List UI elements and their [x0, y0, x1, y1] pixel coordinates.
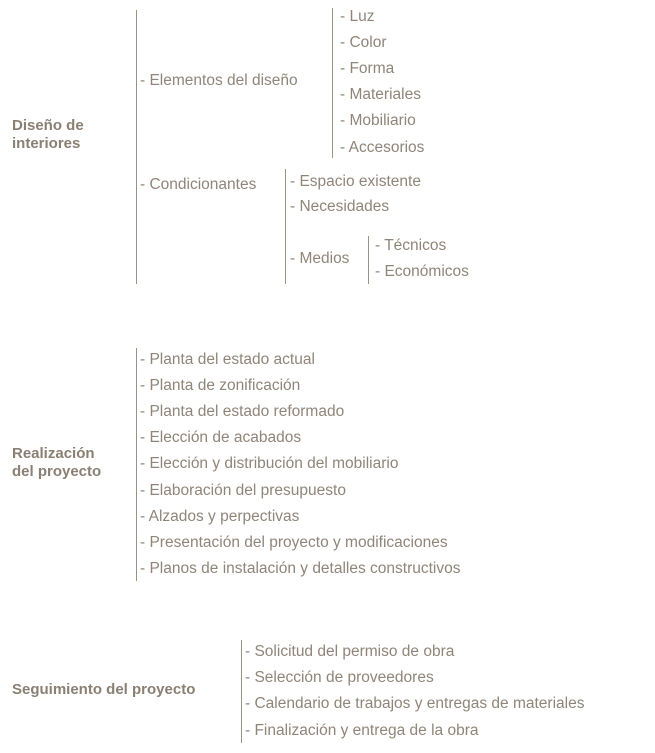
list-item: - Técnicos [375, 237, 447, 254]
list-item: - Selección de proveedores [245, 669, 434, 686]
group-label-condicionantes: - Condicionantes [140, 176, 257, 193]
list-item: - Elaboración del presupuesto [140, 482, 346, 499]
list-item: - Color [340, 34, 387, 51]
list-item: - Planta del estado actual [140, 351, 315, 368]
list-item: - Accesorios [340, 139, 425, 156]
list-item: - Finalización y entrega de la obra [245, 722, 479, 739]
bracket-line [136, 348, 137, 581]
bracket-line [136, 10, 137, 284]
list-item: - Forma [340, 60, 395, 77]
bracket-line [332, 8, 333, 158]
list-item: - Luz [340, 8, 375, 25]
list-item: - Elección de acabados [140, 429, 302, 446]
list-item: - Calendario de trabajos y entregas de materiales [245, 695, 585, 712]
section-title-line: interiores [12, 135, 81, 152]
list-item: - Económicos [375, 263, 469, 280]
list-item: - Elección y distribución del mobiliario [140, 455, 399, 472]
list-item: - Mobiliario [340, 112, 416, 129]
section-title-line: del proyecto [12, 463, 102, 480]
section-title-line: Realización [12, 445, 95, 462]
list-item: - Necesidades [290, 198, 390, 215]
list-item: - Planta del estado reformado [140, 403, 345, 420]
list-item: - Planos de instalación y detalles constructivos [140, 560, 461, 577]
list-item: - Presentación del proyecto y modificaciones [140, 534, 448, 551]
group-label-medios: - Medios [290, 250, 350, 267]
list-item: - Espacio existente [290, 173, 421, 190]
section-title-seguimiento: Seguimiento del proyecto [12, 681, 196, 698]
bracket-line [368, 236, 369, 284]
list-item: - Solicitud del permiso de obra [245, 643, 455, 660]
bracket-line [241, 640, 242, 743]
section-title-line: Diseño de [12, 117, 84, 134]
list-item: - Materiales [340, 86, 421, 103]
group-label-elementos: - Elementos del diseño [140, 72, 298, 89]
bracket-line [285, 169, 286, 284]
list-item: - Planta de zonificación [140, 377, 301, 394]
list-item: - Alzados y perpectivas [140, 508, 300, 525]
section-title-realizacion [12, 445, 101, 481]
section-title-diseno [12, 117, 84, 153]
